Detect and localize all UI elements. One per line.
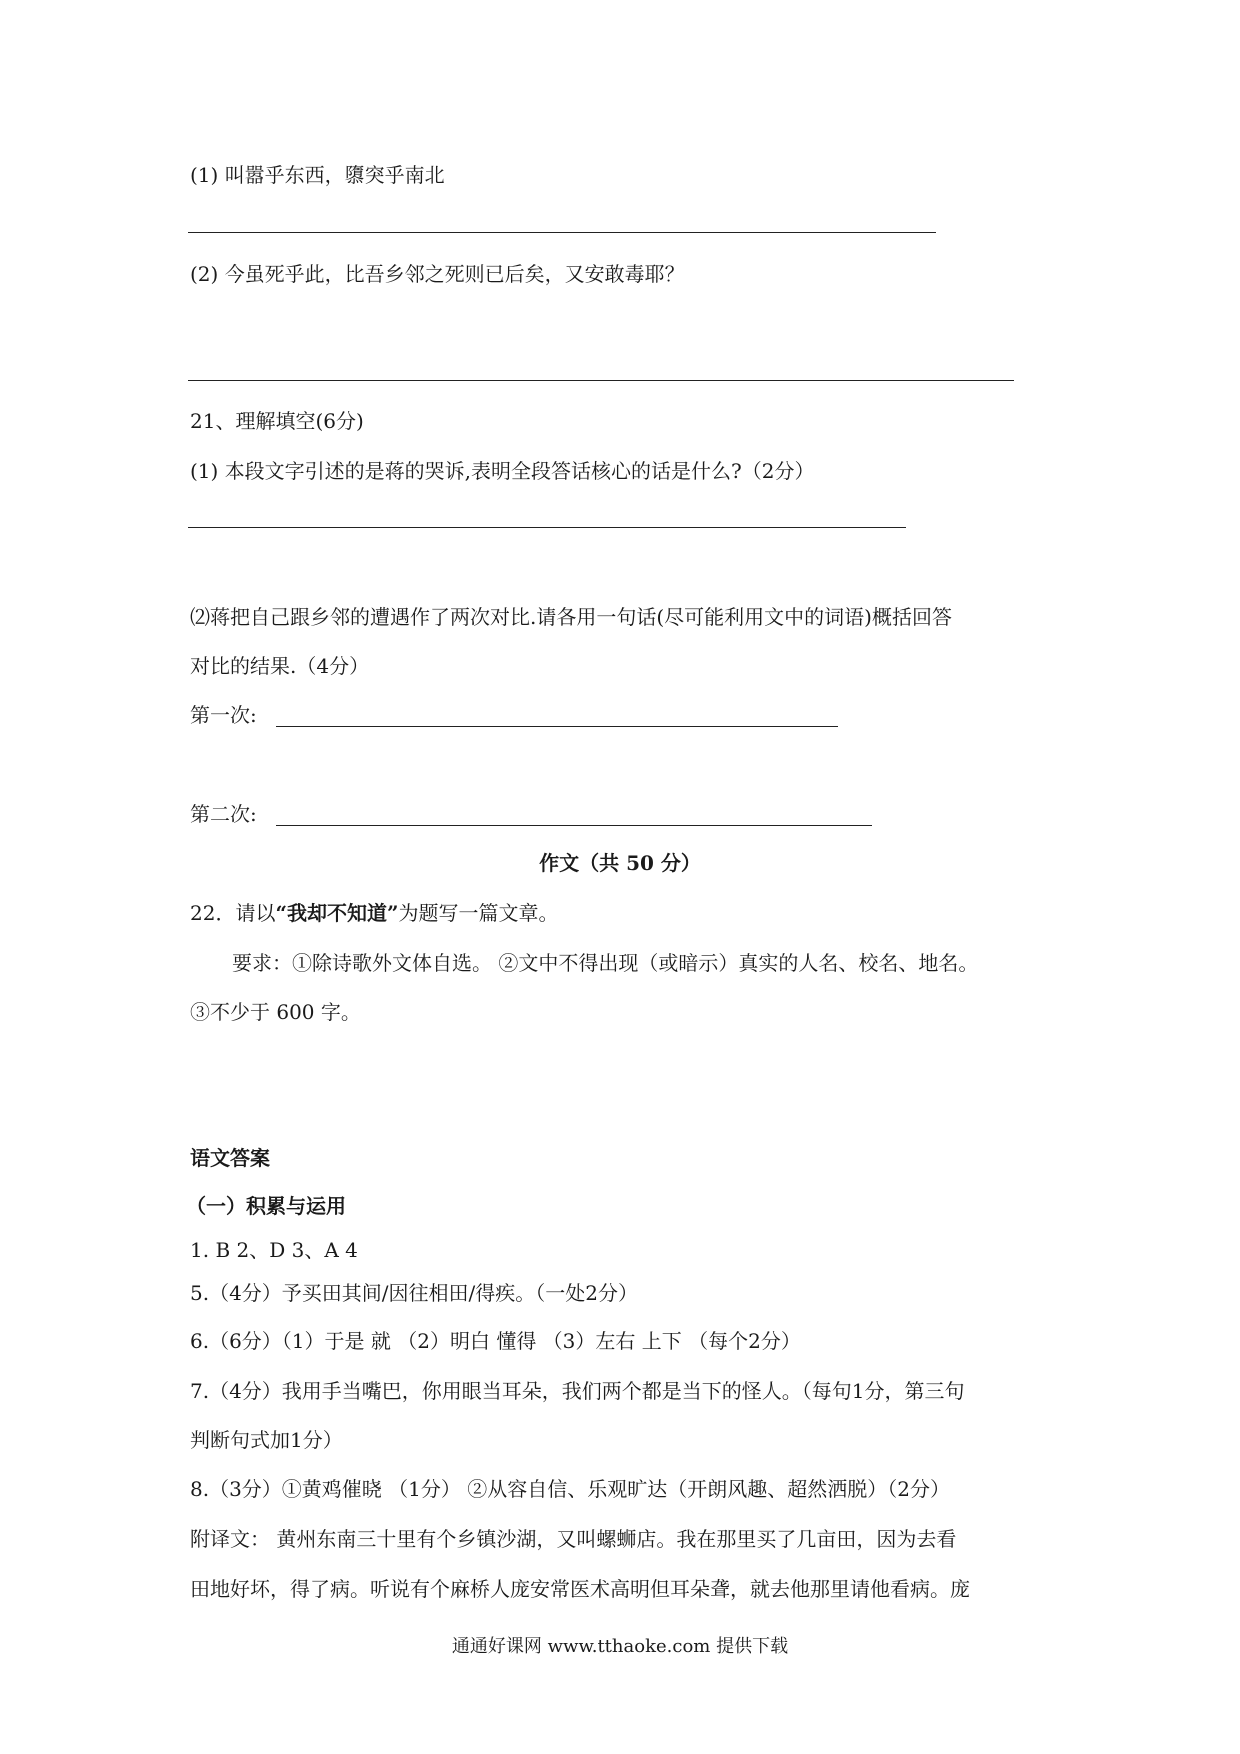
q22-prefix: 22．请以: [190, 901, 276, 925]
answer-line-q1: [188, 232, 936, 233]
answer-8: 8.（3分）①黄鸡催晓 （1分） ②从容自信、乐观旷达（开朗风趣、超然洒脱）（2分）: [190, 1477, 950, 1501]
translation-q1: (1) 叫嚣乎东西，隳突乎南北: [190, 163, 445, 187]
answer-6: 6.（6分）（1）于是 就 （2）明白 懂得 （3）左右 上下 （每个2分）: [190, 1329, 801, 1353]
answer-line-q21-part1: [188, 527, 906, 528]
q21-part2-line2: 对比的结果.（4分）: [190, 654, 370, 678]
first-comparison-label: 第一次:: [190, 703, 257, 727]
essay-requirements-line1: 要求：①除诗歌外文体自选。 ②文中不得出现（或暗示）真实的人名、校名、地名。: [232, 951, 979, 975]
answer-7-line1: 7.（4分）我用手当嘴巴，你用眼当耳朵，我们两个都是当下的怪人。（每句1分，第三句: [190, 1379, 965, 1403]
q22-suffix: 为题写一篇文章。: [398, 901, 559, 925]
answer-5: 5.（4分）予买田其间/因往相田/得疾。（一处2分）: [190, 1281, 639, 1305]
q21-part1: (1) 本段文字引述的是蒋的哭诉,表明全段答话核心的话是什么?（2分）: [190, 459, 815, 483]
q22-topic: “我却不知道”: [275, 901, 399, 925]
answer-line-first: [276, 726, 838, 727]
essay-heading: 作文（共 50 分）: [539, 851, 701, 875]
q22-prompt: [190, 900, 558, 926]
answers-heading: 语文答案: [190, 1146, 270, 1170]
answer-7-line2: 判断句式加1分）: [190, 1428, 343, 1452]
essay-requirements-line2: ③不少于 600 字。: [190, 1000, 361, 1024]
q21-title: 21、理解填空(6分): [190, 409, 364, 433]
answer-line-second: [276, 825, 872, 826]
second-comparison-label: 第二次:: [190, 802, 257, 826]
answers-section1: （一）积累与运用: [186, 1194, 346, 1218]
q21-part2-line1: ⑵蒋把自己跟乡邻的遭遇作了两次对比.请各用一句话(尽可能利用文中的词语)概括回答: [190, 605, 952, 629]
translation-line1: 附译文： 黄州东南三十里有个乡镇沙湖，又叫螺蛳店。我在那里买了几亩田，因为去看: [190, 1527, 957, 1551]
page-footer: 通通好课网 www.tthaoke.com 提供下载: [451, 1636, 789, 1657]
translation-line2: 田地好坏，得了病。听说有个麻桥人庞安常医术高明但耳朵聋，就去他那里请他看病。庞: [190, 1577, 970, 1601]
translation-q2: (2) 今虽死乎此，比吾乡邻之死则已后矣，又安敢毒耶？: [190, 262, 685, 286]
answer-1-4: 1. B 2、D 3、A 4: [190, 1238, 358, 1262]
answer-line-q2: [188, 380, 1014, 381]
